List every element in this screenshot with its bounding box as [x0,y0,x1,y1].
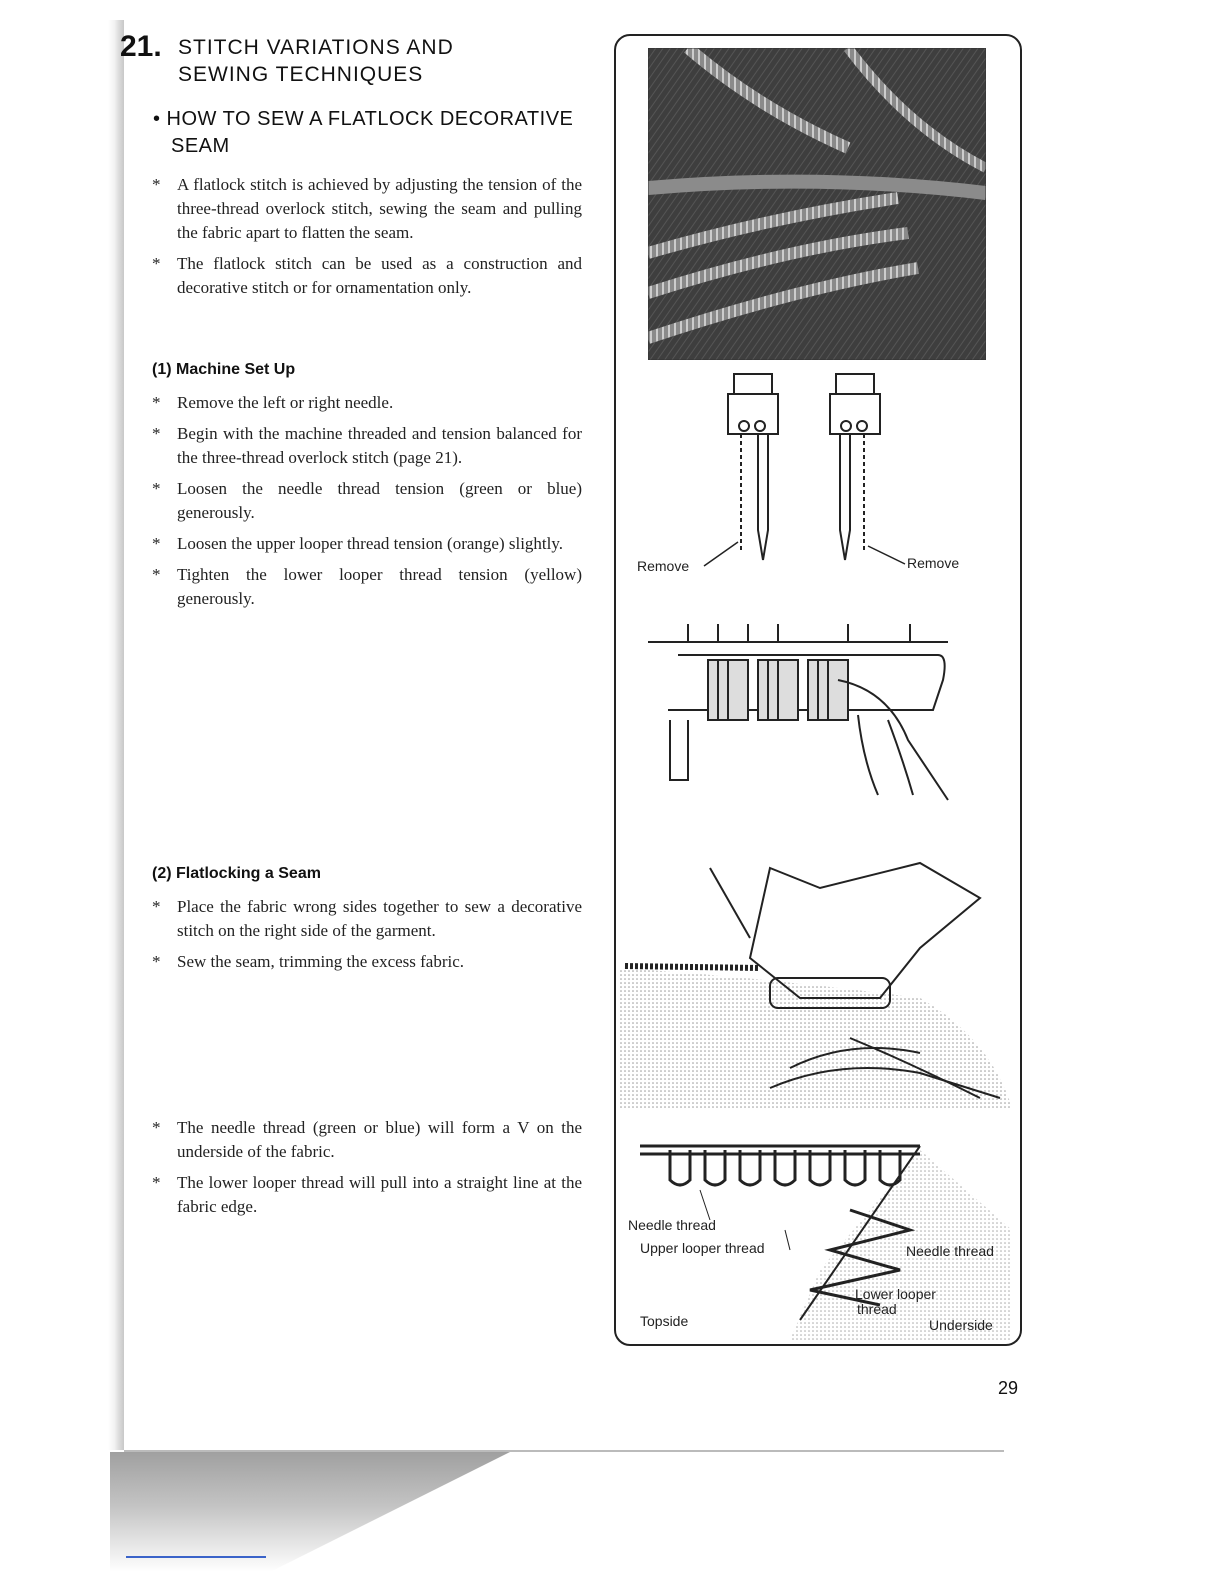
section-title-line1: • HOW TO SEW A FLATLOCK DECORATIVE [153,108,574,130]
list-item-text: Tighten the lower looper thread tension (yellow) generously. [177,565,582,608]
intro-list [152,173,582,307]
page-bottom-edge [124,1450,1004,1452]
section-title-line2: SEAM [171,135,230,157]
setup-list [152,391,582,618]
bullet-star: * [152,1118,161,1137]
list-item-text: Begin with the machine threaded and tension balanced for the three-thread overlock stitch (page 21). [177,424,582,467]
list-item [152,950,582,974]
list-item-text: Place the fabric wrong sides together to sew a decorative stitch on the right side of the garment. [177,897,582,940]
list-item [152,532,582,556]
scan-shadow [110,1452,510,1572]
list-item-text: Loosen the needle thread tension (green or blue) generously. [177,479,582,522]
binding-shadow [108,20,124,1450]
chapter-title-line1: STITCH VARIATIONS AND [178,36,454,59]
list-item [152,1171,582,1219]
bullet-star: * [152,534,161,553]
flatlock-photo [648,48,986,360]
label-remove-right: Remove [907,555,960,571]
list-item [152,391,582,415]
bullet-star: * [152,1173,161,1192]
needle-removal-diagram [700,370,910,570]
result-list [152,1116,582,1226]
flatlocking-list [152,895,582,981]
bullet-star: * [152,393,161,412]
section-title [153,106,613,160]
label-underside: Underside [929,1317,993,1333]
list-item-text: The needle thread (green or blue) will form a V on the underside of the fabric. [177,1118,582,1161]
list-item [152,895,582,943]
label-needle-thread-under: Needle thread [906,1243,994,1259]
list-item [152,1116,582,1164]
list-item-text: The lower looper thread will pull into a straight line at the fabric edge. [177,1173,582,1216]
list-item [152,422,582,470]
label-lower-looper-line2: thread [857,1301,897,1317]
bullet-star: * [152,254,161,273]
list-item [152,563,582,611]
chapter-title [178,34,538,88]
label-upper-looper-thread: Upper looper thread [640,1240,765,1256]
list-item-text: Sew the seam, trimming the excess fabric. [177,952,465,971]
flatlocking-heading: (2) Flatlocking a Seam [152,865,321,882]
list-item-text: The flatlock stitch can be used as a construction and decorative stitch or for ornamentation only. [177,254,582,297]
list-item-text: Remove the left or right needle. [177,393,394,412]
bullet-star: * [152,565,161,584]
chapter-title-line2: SEWING TECHNIQUES [178,63,424,86]
setup-heading: (1) Machine Set Up [152,361,296,378]
list-item-text: A flatlock stitch is achieved by adjusting the tension of the three-thread overlock stitch, sewing the seam and pulling the fabric apart to flatten the seam. [177,175,582,242]
bullet-star: * [152,479,161,498]
sewing-seam-diagram [620,858,1012,1108]
page-number: 29 [998,1378,1019,1398]
stitch-structure-diagram [620,1130,1012,1340]
tension-dial-diagram [648,620,968,810]
bullet-star: * [152,424,161,443]
list-item-text: Loosen the upper looper thread tension (orange) slightly. [177,534,564,553]
bullet-star: * [152,952,161,971]
bullet-star: * [152,897,161,916]
list-item [152,173,582,245]
list-item [152,477,582,525]
label-needle-thread-top: Needle thread [628,1217,716,1233]
chapter-number: 21. [120,30,162,63]
list-item [152,252,582,300]
bullet-star: * [152,175,161,194]
scan-artifact-line [126,1556,266,1558]
label-remove-left: Remove [637,558,690,574]
label-lower-looper-line1: Lower looper [855,1286,936,1302]
label-topside: Topside [640,1313,689,1329]
